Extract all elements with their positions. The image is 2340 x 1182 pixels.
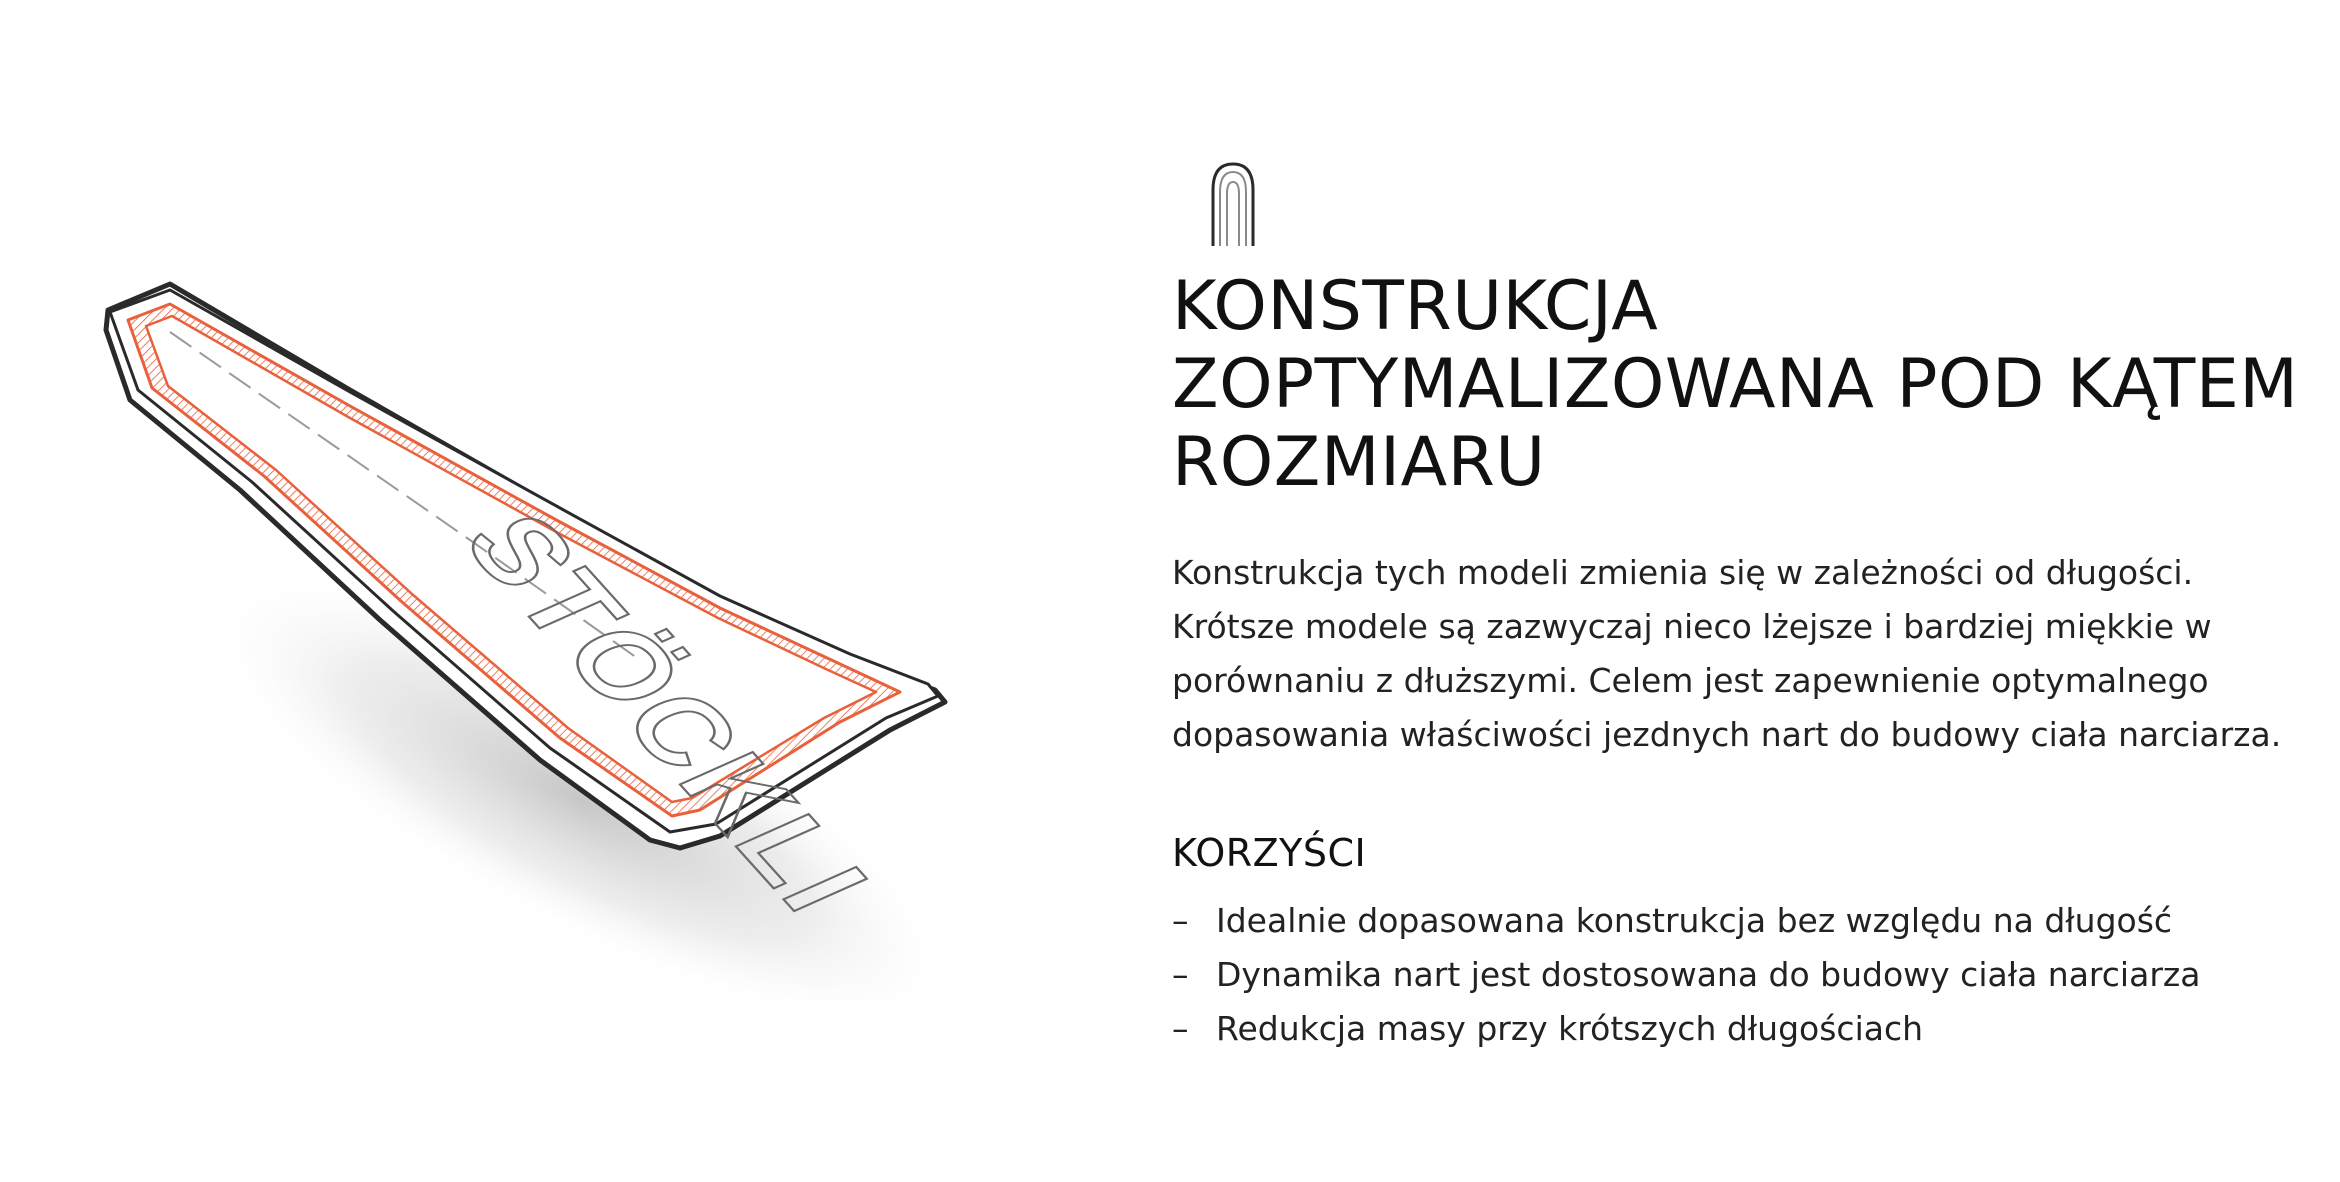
benefits-list — [1172, 894, 2302, 1056]
ski-brand-mark: STÖCKLI — [437, 497, 898, 930]
list-item-text: Idealnie dopasowana konstrukcja bez względu na długość — [1216, 901, 2173, 940]
ski-tip-icon — [1208, 160, 1258, 250]
list-bullet: – — [1172, 901, 1189, 940]
list-item-text: Dynamika nart jest dostosowana do budowy ciała narciarza — [1216, 955, 2201, 994]
feature-description: Konstrukcja tych modeli zmienia się w zależności od długości. Krótsze modele są zazwyczaj nieco lżejsze i bardziej miękkie w porównaniu z dłuższymi. Celem jest zapewnienie optymalnego dopasowania właściwości jezdnych nart do budowy ciała narciarza. — [1172, 553, 2282, 754]
list-bullet: – — [1172, 955, 1189, 994]
benefits-heading: KORZYŚCI — [1172, 831, 1367, 875]
list-bullet: – — [1172, 1009, 1189, 1048]
feature-content — [1172, 160, 2302, 1056]
ski-construction-illustration — [20, 240, 1060, 1000]
page-title: KONSTRUKCJA ZOPTYMALIZOWANA POD KĄTEM ROZMIARU — [1172, 267, 2299, 502]
list-item-text: Redukcja masy przy krótszych długościach — [1216, 1009, 1924, 1048]
list-item — [1172, 894, 2302, 948]
list-item — [1172, 1002, 2302, 1056]
list-item — [1172, 948, 2302, 1002]
